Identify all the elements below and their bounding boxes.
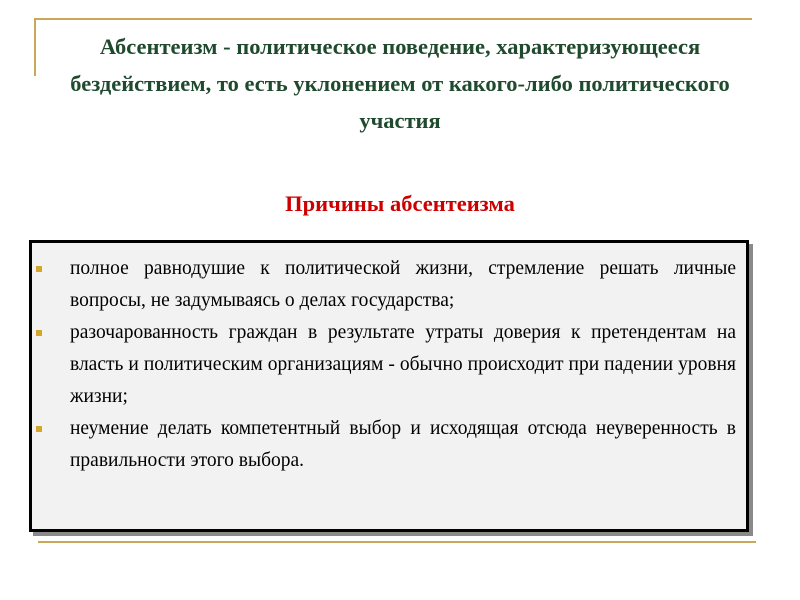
reasons-box [29,240,749,532]
left-decor-line [34,18,36,76]
list-item [70,253,736,317]
slide-title: Абсентеизм - политическое поведение, характеризующееся бездействием, то есть уклонением от какого-либо политического участия [70,34,730,133]
list-item-text: полное равнодушие к политической жизни, стремление решать личные вопросы, не задумываясь о делах государства; [70,258,736,311]
reasons-list [70,253,736,477]
square-bullet-icon [36,330,42,336]
list-item [70,413,736,477]
square-bullet-icon [36,426,42,432]
bottom-decor-line [38,541,756,543]
top-decor-line [34,18,752,20]
list-item [70,317,736,413]
slide-subtitle: Причины абсентеизма [285,191,515,216]
list-item-text: разочарованность граждан в результате утраты доверия к претендентам на власть и политическим организациям - обычно происходит при падении уровня жизни; [70,322,736,407]
square-bullet-icon [36,266,42,272]
list-item-text: неумение делать компетентный выбор и исходящая отсюда неуверенность в правильности этого выбора. [70,418,736,471]
